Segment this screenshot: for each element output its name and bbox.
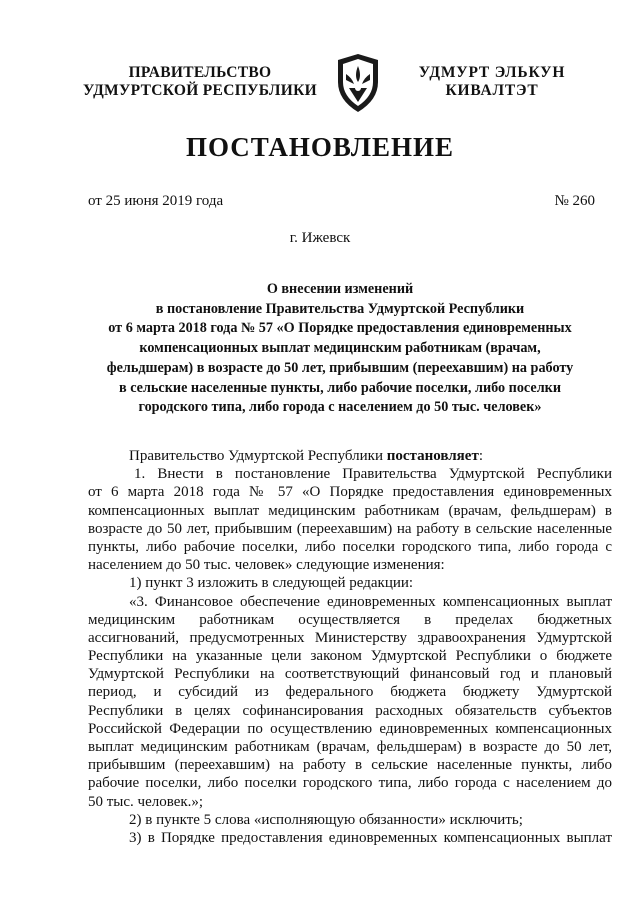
intro-text: Правительство Удмуртской Республики: [129, 448, 387, 464]
government-name-russian: [80, 64, 320, 100]
header-left-line: ПРАВИТЕЛЬСТВО: [128, 64, 272, 81]
government-name-udmurt: [404, 64, 580, 100]
body-line: ассигнований, предусмотренных Министерству здравоохранения Удмуртской: [88, 629, 612, 646]
body-line: 2) в пункте 5 слова «исполняющую обязанности» исключить;: [129, 811, 523, 828]
body-line: прибывшим (переехавшим) на работу в сельские населенные пункты, либо: [88, 757, 612, 774]
title-line: в постановление Правительства Удмуртской Республики: [155, 300, 525, 317]
body-line: медицинским работникам осуществляется в пределах бюджетных: [88, 611, 612, 628]
header-left-line: УДМУРТСКОЙ РЕСПУБЛИКИ: [82, 82, 317, 99]
body-line: «3. Финансовое обеспечение единовременных компенсационных выплат: [129, 593, 612, 610]
title-line: в сельские населенные пункты, либо рабочие поселки, либо поселки: [118, 379, 562, 396]
title-line: компенсационных выплат медицинским работникам (врачам,: [139, 340, 541, 357]
intro-verb: постановляет: [386, 448, 479, 464]
body-line: период, и субсидий из федерального бюджета бюджету Удмуртской: [88, 684, 612, 701]
title-line: городского типа, либо города с населением до 50 тыс. человек»: [138, 399, 542, 416]
document-title: [80, 280, 600, 418]
body-line: пункты, либо рабочие поселки, либо поселки городского типа, либо города с: [88, 538, 612, 555]
udmurt-coat-of-arms-icon: [332, 52, 384, 114]
header-right-line: УДМУРТ ЭЛЬКУН: [418, 64, 566, 81]
body-line: 3) в Порядке предоставления единовременных компенсационных выплат: [129, 829, 612, 846]
body-line: Удмуртской Республики на соответствующий финансовый год и плановый: [88, 666, 612, 683]
intro-tail: :: [478, 448, 483, 464]
body-line: Республики на указанные цели законом Удмуртской Республики о бюджете: [88, 648, 612, 665]
body-line: 50 тыс. человек.»;: [88, 793, 204, 810]
body-line: выплат медицинским работникам (врачам, фельдшерам) в возрасте до 50 лет,: [88, 739, 612, 755]
document-number: № 260: [554, 193, 595, 209]
intro-line: [88, 447, 612, 465]
body-line: рабочие поселки, либо поселки городского типа, либо города с населением до: [88, 775, 612, 792]
body-line: Российской Федерации по осуществлению единовременных компенсационных: [88, 720, 612, 737]
body-line: компенсационных выплат медицинским работникам (врачам, фельдшерам) в: [88, 502, 612, 519]
title-line: от 6 марта 2018 года № 57 «О Порядке предоставления единовременных: [108, 320, 572, 337]
document-city: г. Ижевск: [289, 230, 351, 246]
body-line: 1. Внести в постановление Правительства Удмуртской Республики: [134, 466, 612, 483]
document-header: [0, 52, 640, 122]
body-line: от 6 марта 2018 года № 57 «О Порядке предоставления единовременных: [88, 484, 612, 501]
body-line: 1) пункт 3 изложить в следующей редакции:: [129, 575, 414, 592]
document-type-heading: ПОСТАНОВЛЕНИЕ: [185, 132, 455, 162]
body-line: населением до 50 тыс. человек» следующие изменения:: [88, 557, 445, 574]
document-date: от 25 июня 2019 года: [88, 193, 224, 209]
document-body: [88, 447, 612, 847]
body-line: возрасте до 50 лет, прибывшим (переехавшим) на работу в сельские населенные: [88, 520, 612, 537]
body-line: Республики в целях софинансирования расходных обязательств субъектов: [88, 702, 612, 719]
title-line: О внесении изменений: [266, 281, 414, 297]
title-line: фельдшерам) в возрасте до 50 лет, прибывшим (переехавшим) на работу: [106, 359, 574, 376]
header-right-line: КИВАЛТЭТ: [445, 82, 539, 99]
